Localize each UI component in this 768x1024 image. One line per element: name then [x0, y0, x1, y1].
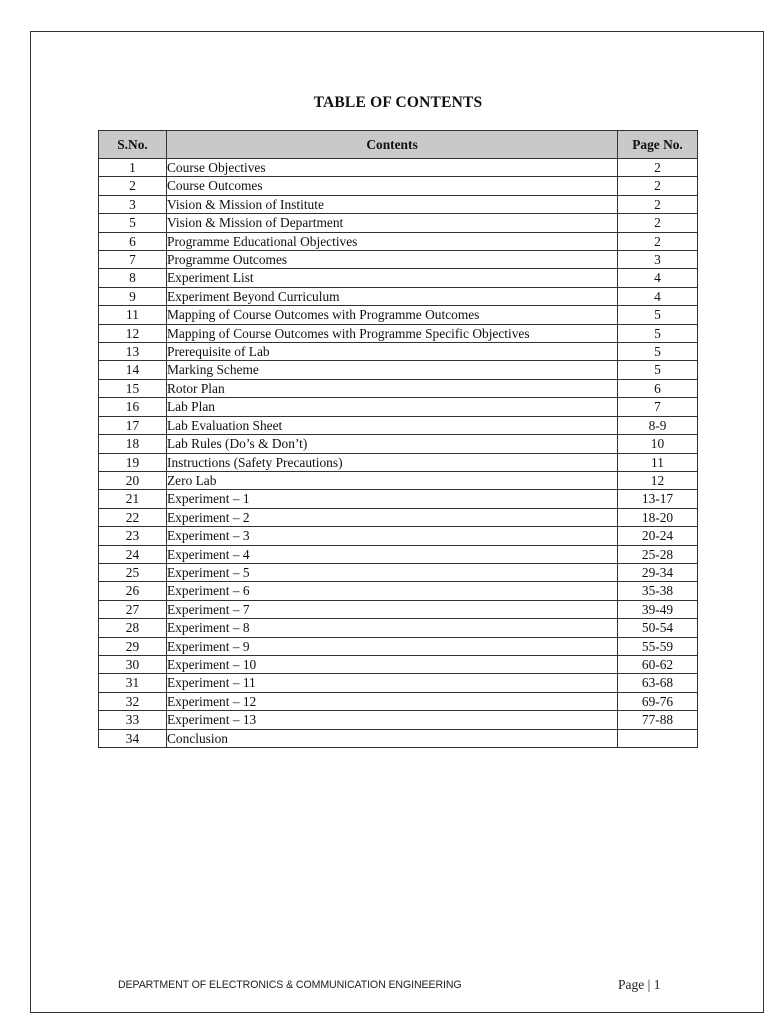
table-row: [99, 306, 698, 324]
row-contents: Mapping of Course Outcomes with Programme Specific Objectives: [167, 324, 618, 342]
row-contents: Vision & Mission of Department: [167, 214, 618, 232]
table-row: [99, 159, 698, 177]
row-sno: 19: [99, 453, 167, 471]
row-contents: Programme Educational Objectives: [167, 232, 618, 250]
row-contents: Experiment – 9: [167, 637, 618, 655]
row-page-no: 4: [618, 287, 698, 305]
row-contents: Experiment – 12: [167, 692, 618, 710]
header-contents: Contents: [167, 131, 618, 159]
row-contents: Rotor Plan: [167, 379, 618, 397]
row-sno: 21: [99, 490, 167, 508]
row-page-no: 2: [618, 177, 698, 195]
row-sno: 20: [99, 471, 167, 489]
header-sno: S.No.: [99, 131, 167, 159]
row-page-no: 35-38: [618, 582, 698, 600]
row-contents: Lab Rules (Do’s & Don’t): [167, 435, 618, 453]
row-page-no: 20-24: [618, 527, 698, 545]
row-contents: Experiment – 2: [167, 508, 618, 526]
row-sno: 12: [99, 324, 167, 342]
table-row: [99, 563, 698, 581]
row-page-no: 63-68: [618, 674, 698, 692]
row-sno: 34: [99, 729, 167, 747]
table-row: [99, 398, 698, 416]
toc-body: [99, 159, 698, 748]
table-row: [99, 232, 698, 250]
row-page-no: 60-62: [618, 655, 698, 673]
row-sno: 33: [99, 711, 167, 729]
row-sno: 2: [99, 177, 167, 195]
row-sno: 6: [99, 232, 167, 250]
row-contents: Lab Plan: [167, 398, 618, 416]
row-page-no: 12: [618, 471, 698, 489]
table-row: [99, 195, 698, 213]
table-row: [99, 711, 698, 729]
table-row: [99, 508, 698, 526]
table-row: [99, 471, 698, 489]
row-contents: Prerequisite of Lab: [167, 343, 618, 361]
row-sno: 24: [99, 545, 167, 563]
row-contents: Instructions (Safety Precautions): [167, 453, 618, 471]
row-contents: Experiment – 10: [167, 655, 618, 673]
row-page-no: 3: [618, 251, 698, 269]
row-page-no: 50-54: [618, 619, 698, 637]
row-sno: 25: [99, 563, 167, 581]
row-sno: 16: [99, 398, 167, 416]
row-page-no: 69-76: [618, 692, 698, 710]
row-contents: Experiment – 7: [167, 600, 618, 618]
row-sno: 29: [99, 637, 167, 655]
page-title: TABLE OF CONTENTS: [313, 94, 483, 111]
row-sno: 26: [99, 582, 167, 600]
row-page-no: 5: [618, 306, 698, 324]
row-page-no: 55-59: [618, 637, 698, 655]
row-contents: Experiment – 4: [167, 545, 618, 563]
table-row: [99, 674, 698, 692]
row-sno: 27: [99, 600, 167, 618]
table-row: [99, 251, 698, 269]
table-row: [99, 287, 698, 305]
row-contents: Experiment – 1: [167, 490, 618, 508]
row-page-no: 2: [618, 159, 698, 177]
row-page-no: 2: [618, 195, 698, 213]
table-row: [99, 545, 698, 563]
table-row: [99, 490, 698, 508]
row-sno: 8: [99, 269, 167, 287]
row-page-no: 6: [618, 379, 698, 397]
table-row: [99, 343, 698, 361]
row-page-no: [618, 729, 698, 747]
row-contents: Vision & Mission of Institute: [167, 195, 618, 213]
row-sno: 14: [99, 361, 167, 379]
row-contents: Experiment Beyond Curriculum: [167, 287, 618, 305]
row-sno: 3: [99, 195, 167, 213]
row-sno: 7: [99, 251, 167, 269]
row-page-no: 2: [618, 214, 698, 232]
row-page-no: 11: [618, 453, 698, 471]
table-row: [99, 582, 698, 600]
table-row: [99, 177, 698, 195]
row-contents: Lab Evaluation Sheet: [167, 416, 618, 434]
row-sno: 18: [99, 435, 167, 453]
header-page-no: Page No.: [618, 131, 698, 159]
row-sno: 5: [99, 214, 167, 232]
row-contents: Experiment – 5: [167, 563, 618, 581]
table-row: [99, 637, 698, 655]
table-row: [99, 435, 698, 453]
row-page-no: 25-28: [618, 545, 698, 563]
row-sno: 31: [99, 674, 167, 692]
row-page-no: 4: [618, 269, 698, 287]
row-page-no: 13-17: [618, 490, 698, 508]
row-page-no: 5: [618, 343, 698, 361]
table-row: [99, 692, 698, 710]
row-page-no: 5: [618, 361, 698, 379]
row-page-no: 5: [618, 324, 698, 342]
row-contents: Zero Lab: [167, 471, 618, 489]
row-sno: 17: [99, 416, 167, 434]
row-sno: 32: [99, 692, 167, 710]
table-row: [99, 379, 698, 397]
row-contents: Experiment List: [167, 269, 618, 287]
row-page-no: 29-34: [618, 563, 698, 581]
row-page-no: 8-9: [618, 416, 698, 434]
row-sno: 11: [99, 306, 167, 324]
table-row: [99, 416, 698, 434]
table-row: [99, 600, 698, 618]
row-contents: Conclusion: [167, 729, 618, 747]
row-page-no: 7: [618, 398, 698, 416]
table-row: [99, 655, 698, 673]
toc-table: [98, 130, 698, 748]
table-row: [99, 527, 698, 545]
row-contents: Experiment – 3: [167, 527, 618, 545]
row-contents: Experiment – 8: [167, 619, 618, 637]
row-page-no: 2: [618, 232, 698, 250]
row-sno: 22: [99, 508, 167, 526]
row-sno: 13: [99, 343, 167, 361]
table-row: [99, 269, 698, 287]
table-header-row: [99, 131, 698, 159]
table-row: [99, 361, 698, 379]
row-sno: 15: [99, 379, 167, 397]
row-contents: Programme Outcomes: [167, 251, 618, 269]
row-page-no: 18-20: [618, 508, 698, 526]
row-sno: 1: [99, 159, 167, 177]
table-row: [99, 729, 698, 747]
row-page-no: 77-88: [618, 711, 698, 729]
row-contents: Marking Scheme: [167, 361, 618, 379]
row-contents: Experiment – 13: [167, 711, 618, 729]
footer-department: DEPARTMENT OF ELECTRONICS & COMMUNICATION ENGINEERING: [118, 979, 462, 991]
table-row: [99, 324, 698, 342]
row-sno: 30: [99, 655, 167, 673]
table-row: [99, 214, 698, 232]
row-contents: Mapping of Course Outcomes with Programme Outcomes: [167, 306, 618, 324]
row-sno: 9: [99, 287, 167, 305]
table-row: [99, 453, 698, 471]
row-page-no: 10: [618, 435, 698, 453]
row-contents: Experiment – 6: [167, 582, 618, 600]
row-contents: Experiment – 11: [167, 674, 618, 692]
table-row: [99, 619, 698, 637]
row-page-no: 39-49: [618, 600, 698, 618]
row-sno: 28: [99, 619, 167, 637]
row-contents: Course Outcomes: [167, 177, 618, 195]
row-contents: Course Objectives: [167, 159, 618, 177]
row-sno: 23: [99, 527, 167, 545]
footer-page-number: Page | 1: [618, 977, 661, 992]
